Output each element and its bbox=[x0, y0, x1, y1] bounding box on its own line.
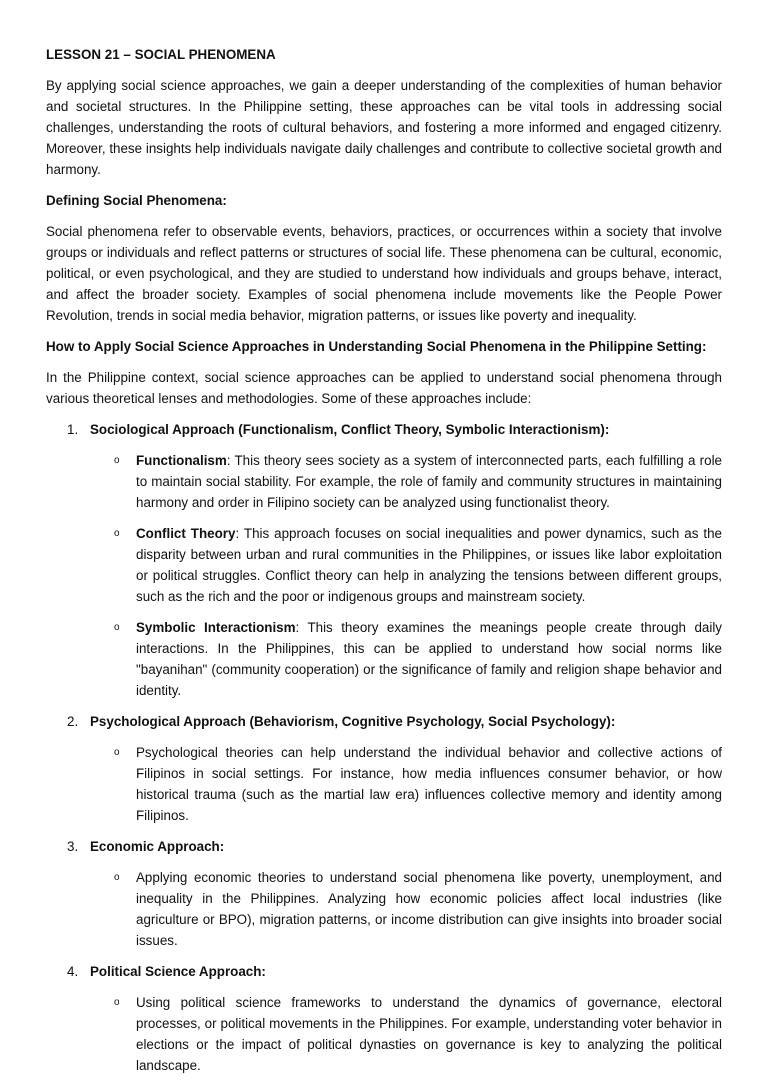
hollow-bullet-icon: o bbox=[114, 872, 120, 883]
hollow-bullet-icon: o bbox=[114, 747, 120, 758]
approach-subitems bbox=[90, 450, 722, 701]
intro-paragraph: By applying social science approaches, we gain a deeper understanding of the complexities of human behavior and societal structures. In the Philippine setting, these approaches can be vital tools in addressing social challenges, understanding the roots of cultural behaviors, and fostering a more informed and engaged citizenry. Moreover, these insights help individuals navigate daily challenges and contribute to collective societal growth and harmony. bbox=[46, 78, 722, 177]
subitem-term: Functionalism bbox=[136, 453, 227, 468]
hollow-bullet-icon: o bbox=[114, 622, 120, 633]
approach-subitems bbox=[90, 742, 722, 826]
defining-heading: Defining Social Phenomena: bbox=[46, 193, 227, 208]
subitem bbox=[90, 450, 722, 513]
subitem-text: Applying economic theories to understand social phenomena like poverty, unemployment, and inequality in the Philippines. Analyzing how economic policies affect local industries (like agriculture or BPO), migration patterns, or income distribution can give insights into broader social issues. bbox=[136, 870, 722, 948]
subitem-text: Psychological theories can help understand the individual behavior and collective actions of Filipinos in social settings. For instance, how media influences consumer behavior, or how historical trauma (such as the martial law era) influences collective memory and identity among Filipinos. bbox=[136, 745, 722, 823]
approach-title: Political Science Approach: bbox=[90, 964, 266, 979]
approach-item bbox=[46, 961, 722, 1076]
lesson-title: LESSON 21 – SOCIAL PHENOMENA bbox=[46, 47, 276, 62]
approach-number: 4. bbox=[67, 964, 79, 979]
subitem bbox=[90, 523, 722, 607]
approach-number: 3. bbox=[67, 839, 79, 854]
approaches-list bbox=[46, 419, 722, 1076]
hollow-bullet-icon: o bbox=[114, 455, 120, 466]
approach-item bbox=[46, 836, 722, 951]
approach-title: Sociological Approach (Functionalism, Conflict Theory, Symbolic Interactionism): bbox=[90, 422, 610, 437]
document-page bbox=[46, 44, 722, 1086]
approach-subitems bbox=[90, 992, 722, 1076]
approach-number: 2. bbox=[67, 714, 79, 729]
hollow-bullet-icon: o bbox=[114, 997, 120, 1008]
approach-title: Psychological Approach (Behaviorism, Cognitive Psychology, Social Psychology): bbox=[90, 714, 616, 729]
howto-paragraph: In the Philippine context, social science approaches can be applied to understand social phenomena through various theoretical lenses and methodologies. Some of these approaches include: bbox=[46, 370, 722, 406]
subitem bbox=[90, 742, 722, 826]
howto-heading: How to Apply Social Science Approaches in Understanding Social Phenomena in the Philippine Setting: bbox=[46, 339, 707, 354]
subitem-text: : This approach focuses on social inequalities and power dynamics, such as the disparity between urban and rural communities in the Philippines, or issues like labor exploitation or political struggles. Conflict theory can help in analyzing the tensions between different groups, such as the rich and the poor or indigenous groups and mainstream society. bbox=[136, 526, 723, 604]
subitem-text: : This theory examines the meanings people create through daily interactions. In the Philippines, this can be applied to understand how social norms like "bayanihan" (community cooperation) or the significance of family and religion shape behavior and identity. bbox=[136, 620, 722, 698]
subitem-text: Using political science frameworks to understand the dynamics of governance, electoral processes, or political movements in the Philippines. For example, understanding voter behavior in elections or the impact of political dynasties on governance is key to analyzing the political landscape. bbox=[136, 995, 722, 1073]
approach-item bbox=[46, 419, 722, 701]
defining-paragraph: Social phenomena refer to observable events, behaviors, practices, or occurrences within a society that involve groups or individuals and reflect patterns or structures of social life. These phenomena can be cultural, economic, political, or even psychological, and they are studied to understand how individuals and groups behave, interact, and affect the broader society. Examples of social phenomena include movements like the People Power Revolution, trends in social media behavior, migration patterns, or issues like poverty and inequality. bbox=[46, 224, 722, 323]
approach-subitems bbox=[90, 867, 722, 951]
subitem bbox=[90, 992, 722, 1076]
subitem-term: Conflict Theory bbox=[136, 526, 236, 541]
subitem-text: : This theory sees society as a system of interconnected parts, each fulfilling a role to maintain social stability. For example, the role of family and community structures in maintaining harmony and order in Filipino society can be analyzed using functionalist theory. bbox=[136, 453, 722, 510]
subitem-term: Symbolic Interactionism bbox=[136, 620, 296, 635]
subitem bbox=[90, 617, 722, 701]
hollow-bullet-icon: o bbox=[114, 528, 120, 539]
subitem bbox=[90, 867, 722, 951]
approach-title: Economic Approach: bbox=[90, 839, 225, 854]
approach-item bbox=[46, 711, 722, 826]
approach-number: 1. bbox=[67, 422, 79, 437]
